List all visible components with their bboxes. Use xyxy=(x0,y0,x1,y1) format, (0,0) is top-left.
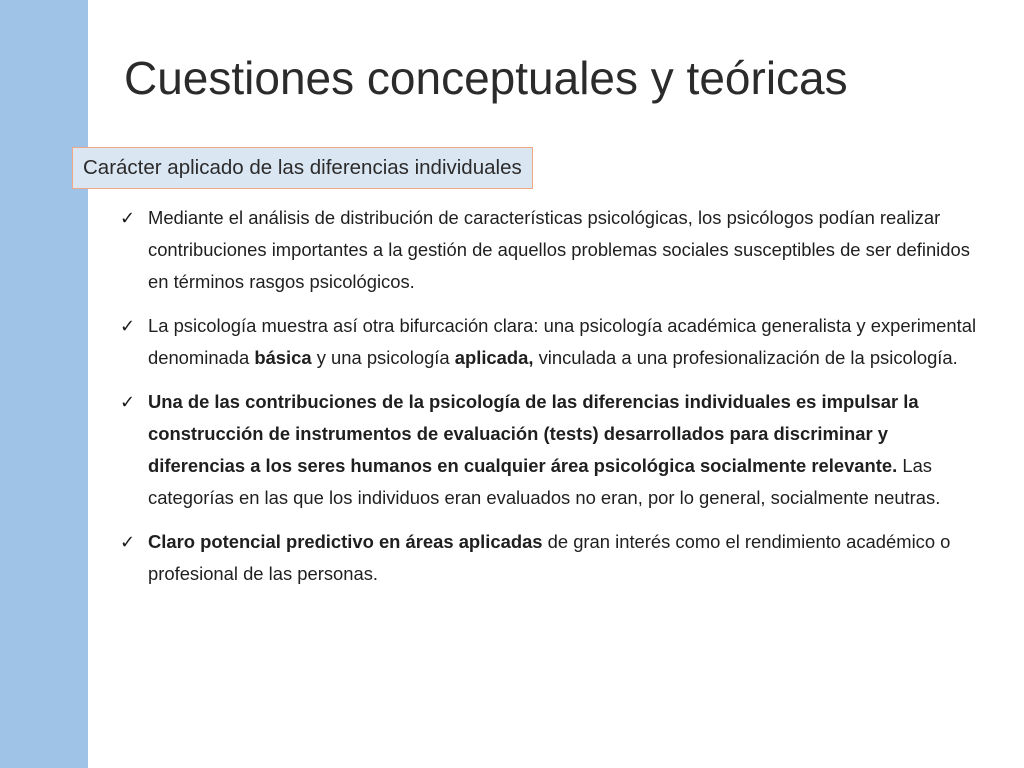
check-icon: ✓ xyxy=(120,392,136,412)
subtitle-text: Carácter aplicado de las diferencias individuales xyxy=(83,156,522,179)
bullet-list xyxy=(120,202,990,602)
bullet-text xyxy=(148,526,990,590)
bullet-text-segment: de gran interés como el rendimiento académico o profesional de las personas. xyxy=(148,531,951,584)
bullet-item xyxy=(120,386,990,514)
bullet-bold-segment: Una de las contribuciones de la psicología de las diferencias individuales es impulsar la construcción de instrumentos de evaluación (tests) desarrollados para discriminar y diferencias a los seres humanos en cualquier área psicológica socialmente relevante. xyxy=(148,391,919,476)
check-icon: ✓ xyxy=(120,532,136,552)
bullet-bold-segment: aplicada, xyxy=(454,347,534,368)
sidebar-accent-bar xyxy=(0,0,88,768)
bullet-text xyxy=(148,310,990,374)
bullet-bold-segment: básica xyxy=(254,347,312,368)
slide-title: Cuestiones conceptuales y teóricas xyxy=(124,52,848,104)
bullet-item xyxy=(120,310,990,374)
bullet-text-segment: y una psicología xyxy=(311,347,455,368)
bullet-text xyxy=(148,386,990,514)
bullet-item xyxy=(120,526,990,590)
bullet-text-segment: La psicología muestra así otra bifurcación clara: una psicología académica generalista y experimental denominada xyxy=(148,315,977,368)
bullet-text-segment: vinculada a una profesionalización de la psicología. xyxy=(533,347,958,368)
check-icon: ✓ xyxy=(120,316,136,336)
bullet-text-segment: Las categorías en las que los individuos eran evaluados no eran, por lo general, socialmente neutras. xyxy=(148,455,941,508)
bullet-text xyxy=(148,202,990,298)
subtitle-box xyxy=(72,147,533,189)
bullet-text-segment: Mediante el análisis de distribución de características psicológicas, los psicólogos podían realizar contribuciones importantes a la gestión de aquellos problemas sociales susceptibles de ser definidos en términos rasgos psicológicos. xyxy=(148,207,970,292)
bullet-item xyxy=(120,202,990,298)
bullet-bold-segment: Claro potencial predictivo en áreas aplicadas xyxy=(148,531,543,552)
check-icon: ✓ xyxy=(120,208,136,228)
